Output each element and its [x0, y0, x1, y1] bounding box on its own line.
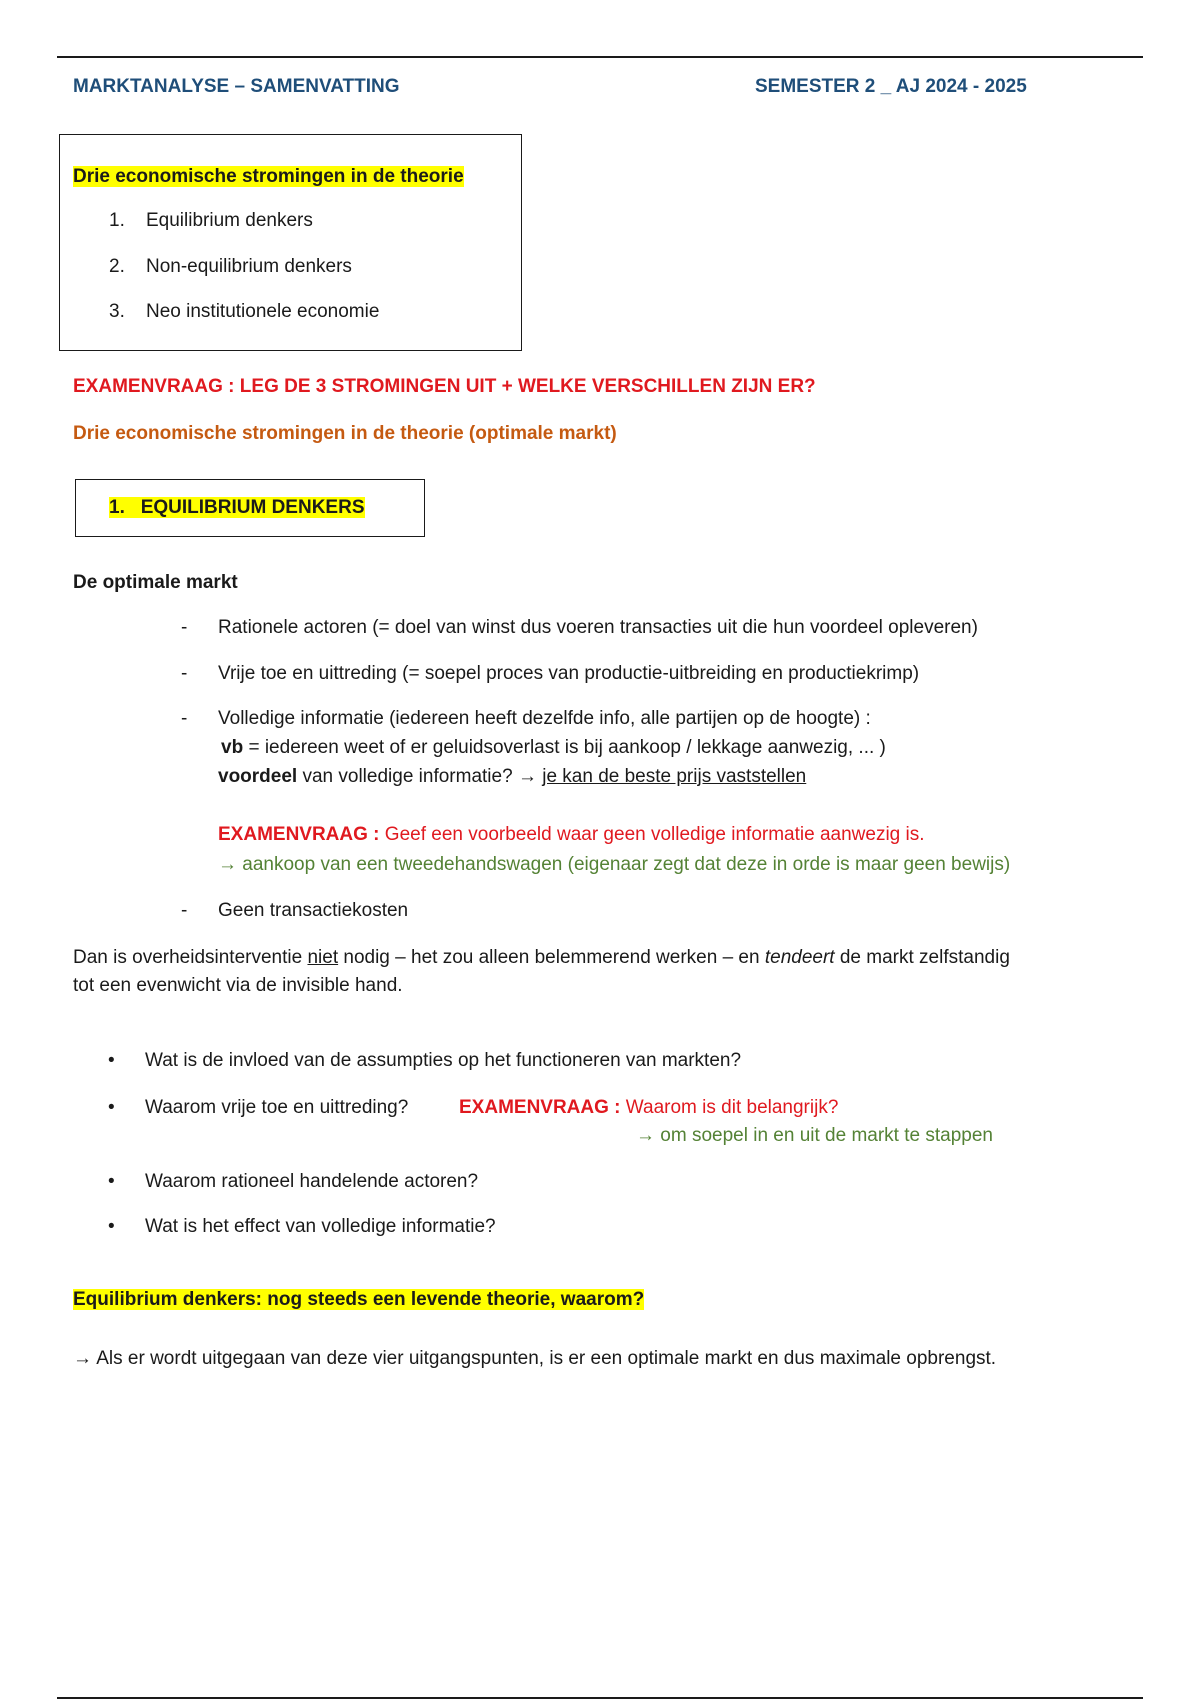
conclusion-line-1: Dan is overheidsinterventie niet nodig – het zou alleen belemmerend werken – en tendeert de markt zelfstandig [73, 947, 1010, 968]
exam-question-free-entry: EXAMENVRAAG : Waarom is dit belangrijk? [459, 1097, 839, 1118]
exam-answer-free-entry: → om soepel in en uit de markt te stappen [636, 1125, 993, 1146]
exam-question-main: EXAMENVRAAG : LEG DE 3 STROMINGEN UIT + WELKE VERSCHILLEN ZIJN ER? [73, 376, 816, 397]
optimal-market-heading: De optimale markt [73, 572, 238, 593]
dash-3: - [181, 708, 188, 729]
question-rational-actors: Waarom rationeel handelende actoren? [145, 1171, 479, 1192]
assumption-rational-actors: Rationele actoren (= doel van winst dus voeren transacties uit die hun voordeel opleveren) [218, 617, 978, 638]
exam-answer-information: → aankoop van een tweedehandswagen (eigenaar zegt dat deze in orde is maar geen bewijs) [218, 854, 1011, 875]
living-theory-answer: → Als er wordt uitgegaan van deze vier uitgangspunten, is er een optimale markt en dus maximale opbrengst. [73, 1348, 997, 1369]
overview-item-3: 3. Neo institutionele economie [109, 301, 380, 322]
bullet-1: • [108, 1050, 115, 1071]
semester-label: SEMESTER 2 _ AJ 2024 - 2025 [755, 76, 1027, 97]
dash-2: - [181, 663, 188, 684]
living-theory-heading: Equilibrium denkers: nog steeds een levende theorie, waarom? [73, 1289, 645, 1310]
assumption-full-information: Volledige informatie (iedereen heeft dezelfde info, alle partijen op de hoogte) : [218, 708, 871, 729]
conclusion-line-2: tot een evenwicht via de invisible hand. [73, 975, 403, 996]
question-assumptions: Wat is de invloed van de assumpties op het functioneren van markten? [145, 1050, 742, 1071]
dash-4: - [181, 900, 188, 921]
dash-1: - [181, 617, 188, 638]
full-information-advantage: voordeel van volledige informatie? → je kan de beste prijs vaststellen [218, 766, 807, 787]
bullet-4: • [108, 1216, 115, 1237]
overview-item-2: 2. Non-equilibrium denkers [109, 256, 352, 277]
overview-title: Drie economische stromingen in de theorie [73, 166, 464, 187]
exam-question-information: EXAMENVRAAG : Geef een voorbeeld waar geen volledige informatie aanwezig is. [218, 824, 925, 845]
section-heading: 1. EQUILIBRIUM DENKERS [109, 497, 365, 518]
question-full-information: Wat is het effect van volledige informatie? [145, 1216, 496, 1237]
question-free-entry: Waarom vrije toe en uittreding? [145, 1097, 409, 1118]
overview-item-1: 1. Equilibrium denkers [109, 210, 313, 231]
top-rule [57, 56, 1143, 58]
section-subtitle: Drie economische stromingen in de theorie (optimale markt) [73, 423, 617, 444]
full-information-example: vb = iedereen weet of er geluidsoverlast is bij aankoop / lekkage aanwezig, ... ) [221, 737, 886, 758]
document-title: MARKTANALYSE – SAMENVATTING [73, 76, 400, 97]
assumption-free-entry: Vrije toe en uittreding (= soepel proces van productie-uitbreiding en productiekrimp) [218, 663, 920, 684]
assumption-no-transaction-costs: Geen transactiekosten [218, 900, 409, 921]
bullet-3: • [108, 1171, 115, 1192]
bottom-rule [57, 1697, 1143, 1699]
bullet-2: • [108, 1097, 115, 1118]
